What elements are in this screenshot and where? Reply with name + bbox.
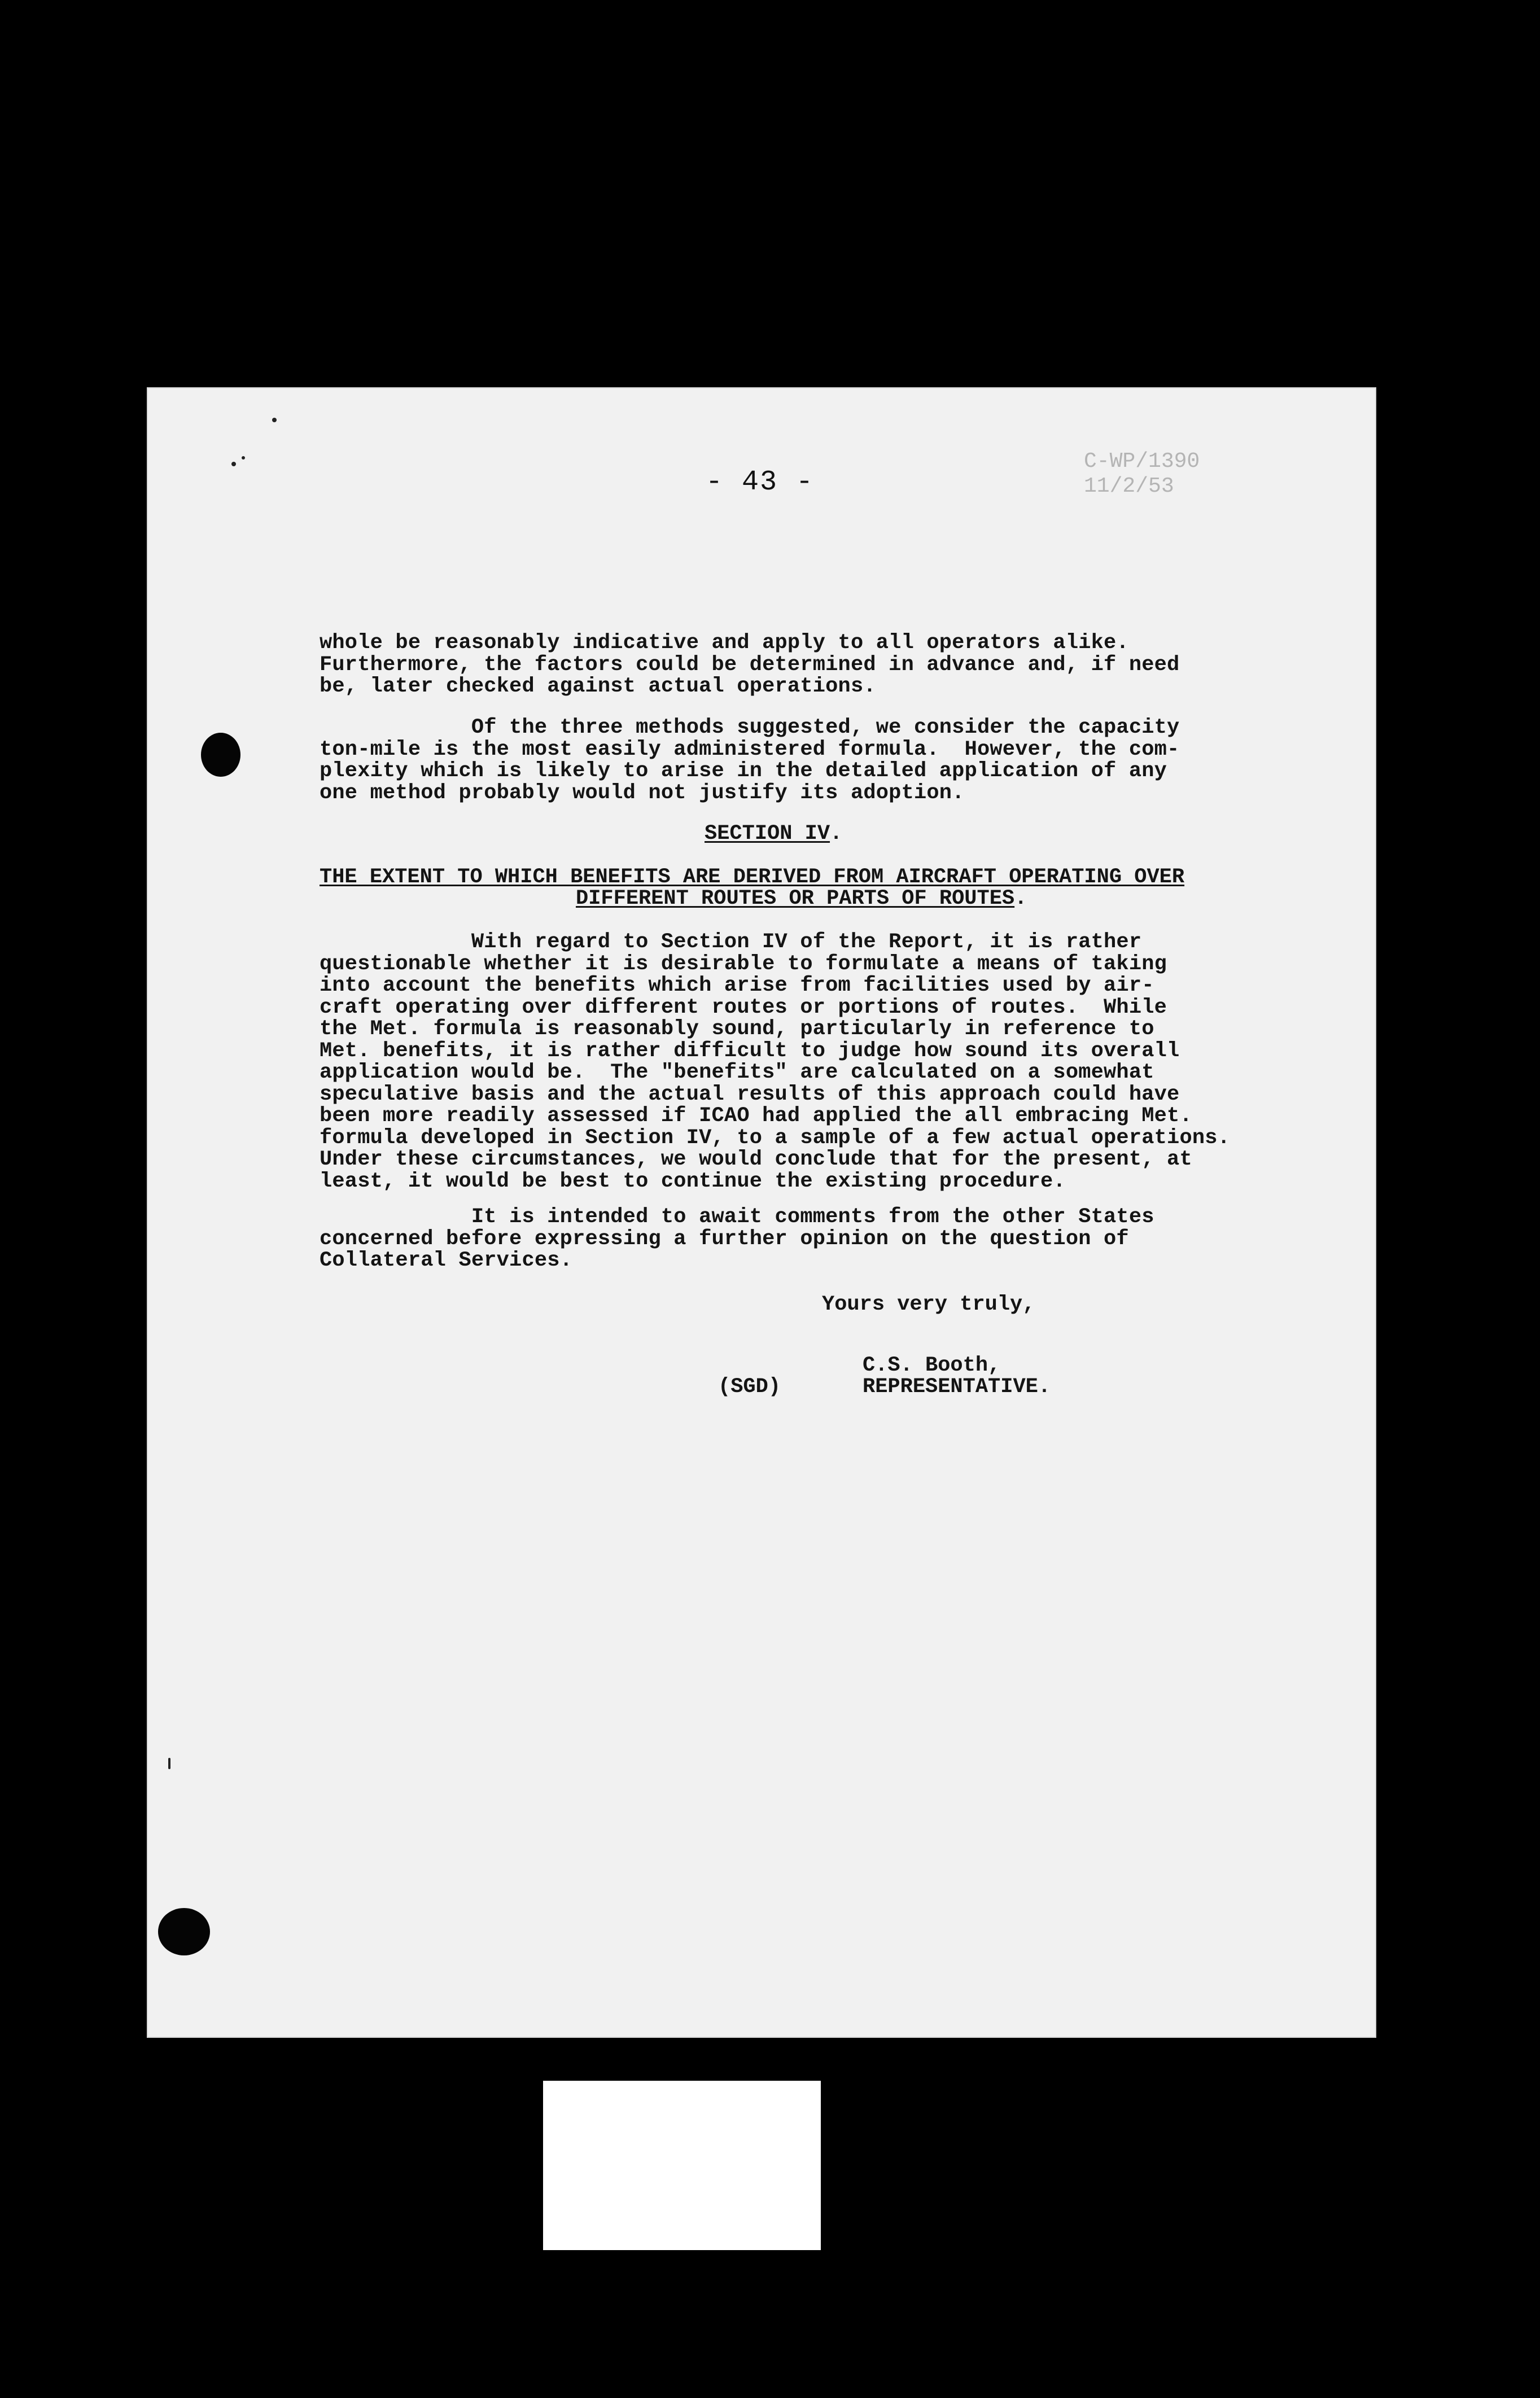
section-title-text: SECTION IV — [705, 822, 830, 846]
section-title-period: . — [830, 822, 843, 846]
subheading-period: . — [1014, 887, 1027, 911]
page-speck — [168, 1758, 170, 1769]
page-speck — [231, 462, 236, 466]
punch-hole — [201, 733, 240, 777]
section-title — [705, 823, 842, 844]
page-speck — [242, 456, 245, 460]
document-reference — [1084, 449, 1200, 499]
subheading-line-2-text: DIFFERENT ROUTES OR PARTS OF ROUTES — [576, 887, 1015, 911]
page-number: - 43 - — [706, 466, 815, 498]
signed-marker: (SGD) — [718, 1375, 781, 1399]
paragraph-4: It is intended to await comments from the other States concerned before expressing a further opinion on the question of Collateral Services. — [320, 1205, 1154, 1272]
paragraph-3: With regard to Section IV of the Report, it is rather questionable whether it is desirable to formulate a means of taking into account the benefits which arise from facilities used by air- craft operating over different routes or portions of routes. While the Met. formula is reasonably sound, particularly in reference to Met. benefits, it is rather difficult to judge how sound its overall application would be. The "benefits" are calculated on a somewhat speculative basis and the actual results of this approach could have been more readily assessed if ICAO had applied the all embracing Met. formula developed in Section IV, to a sample of a few actual operations. Under these circumstances, we would conclude that for the present, at least, it would be best to continue the existing procedure. — [320, 930, 1231, 1193]
signatory-name: C.S. Booth, — [863, 1354, 1001, 1377]
paragraph-1: whole be reasonably indicative and apply to all operators alike. Furthermore, the factors could be determined in advance and, if need be, later checked against actual operations. — [320, 631, 1180, 698]
signatory-title: REPRESENTATIVE. — [863, 1375, 1051, 1399]
page-speck — [272, 418, 277, 422]
doc-ref-code: C-WP/1390 — [1084, 449, 1200, 474]
doc-ref-date: 11/2/53 — [1084, 474, 1174, 498]
punch-hole — [158, 1908, 210, 1955]
paragraph-2: Of the three methods suggested, we consider the capacity ton-mile is the most easily administered formula. However, the com- plexity which is likely to arise in the detailed application of any one method probably would not justify its adoption. — [320, 716, 1180, 805]
subheading-line-2 — [576, 888, 1027, 909]
letter-closing: Yours very truly, — [822, 1293, 1035, 1316]
subheading-line-1: THE EXTENT TO WHICH BENEFITS ARE DERIVED FROM AIRCRAFT OPERATING OVER — [320, 865, 1185, 889]
blank-label-card — [543, 2081, 821, 2250]
